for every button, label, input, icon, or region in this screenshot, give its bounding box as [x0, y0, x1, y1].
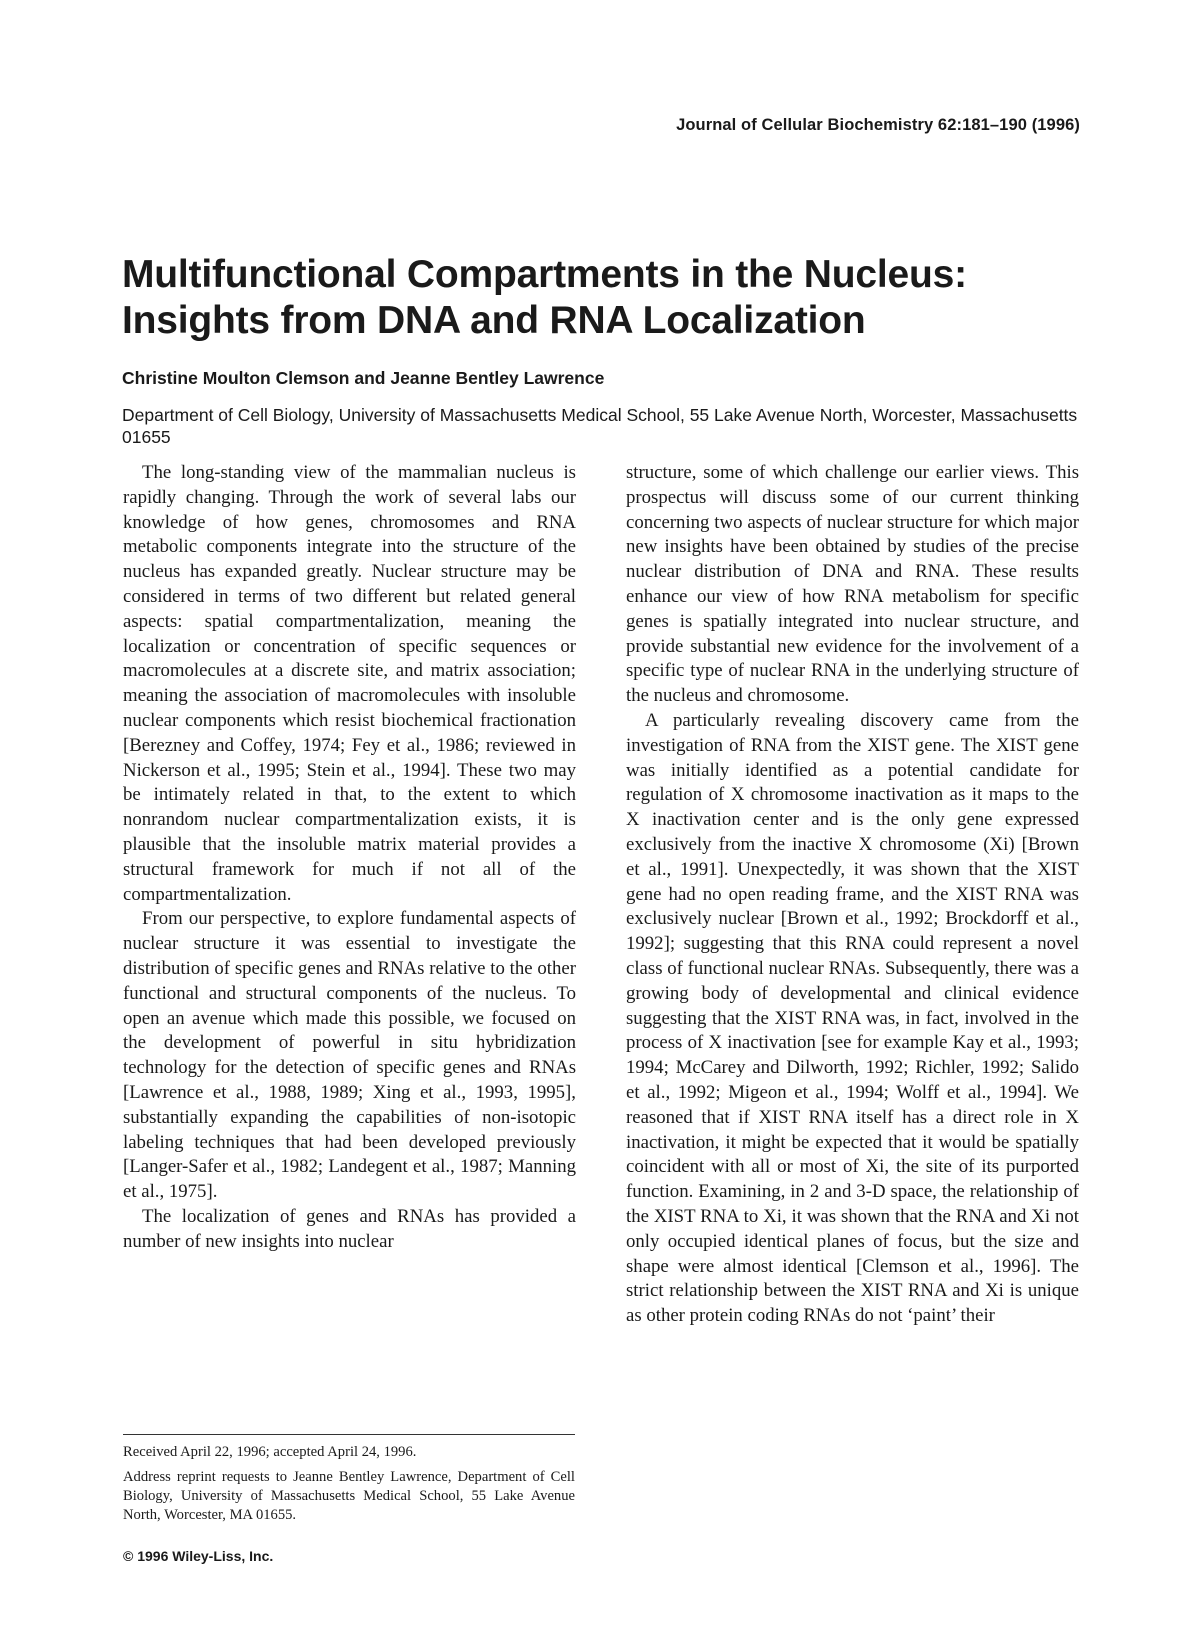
footnotes: [123, 1443, 575, 1531]
paragraph: The long-standing view of the mammalian nucleus is rapidly changing. Through the work of several labs our knowledge of how genes, chromosomes and RNA metabolic components integrate into the structure of the nucleus has expanded greatly. Nuclear structure may be considered in terms of two different but related general aspects: spatial compartmentalization, meaning the localization or concentration of specific sequences or macromolecules at a discrete site, and matrix association; meaning the association of macromolecules with insoluble nuclear components which resist biochemical fractionation [Berezney and Coffey, 1974; Fey et al., 1986; reviewed in Nickerson et al., 1995; Stein et al., 1994]. These two may be intimately related in that, to the extent to which nonrandom nuclear compartmentalization exists, it is plausible that the insoluble matrix material provides a structural framework for much if not all of the compartmentalization.: [123, 462, 576, 905]
paragraph: A particularly revealing discovery came from the investigation of RNA from the XIST gene. The XIST gene was initially identified as a potential candidate for regulation of X chromosome inactivation as it maps to the X inactivation center and is the only gene expressed exclusively from the inactive X chromosome (Xi) [Brown et al., 1991]. Unexpectedly, it was shown that the XIST gene had no open reading frame, and the XIST RNA was exclusively nuclear [Brown et al., 1992; Brockdorff et al., 1992]; suggesting that this RNA could represent a novel class of functional nuclear RNAs. Subsequently, there was a growing body of developmental and clinical evidence suggesting that the XIST RNA was, in fact, involved in the process of X inactivation [see for example Kay et al., 1993; 1994; McCarey and Dilworth, 1992; Richler, 1992; Salido et al., 1992; Migeon et al., 1994; Wolff et al., 1994]. We reasoned that if XIST RNA itself has a direct role in X inactivation, it might be expected that it would be spatially coincident with all or most of Xi, the site of its purported function. Examining, in 2 and 3-D space, the relationship of the XIST RNA to Xi, it was shown that the RNA and Xi not only occupied identical planes of focus, but the size and shape were almost identical [Clemson et al., 1996]. The strict relationship between the XIST RNA and Xi is unique as other protein coding RNAs do not ‘paint’ their: [626, 709, 1079, 1327]
body-column-right: [626, 461, 1079, 1329]
reprint-address-note: Address reprint requests to Jeanne Bentley Lawrence, Department of Cell Biology, University of Massachusetts Medical School, 55 Lake Avenue North, Worcester, MA 01655.: [123, 1469, 575, 1523]
paragraph: The localization of genes and RNAs has provided a number of new insights into nuclear: [123, 1205, 576, 1252]
article-title: Multifunctional Compartments in the Nucleus: Insights from DNA and RNA Localization: [122, 253, 967, 342]
received-date-note: Received April 22, 1996; accepted April 24, 1996.: [123, 1444, 417, 1460]
paragraph: From our perspective, to explore fundamental aspects of nuclear structure it was essential to investigate the distribution of specific genes and RNAs relative to the other functional and structural components of the nucleus. To open an avenue which made this possible, we focused on the development of powerful in situ hybridization technology for the detection of specific genes and RNAs [Lawrence et al., 1988, 1989; Xing et al., 1993, 1995], substantially expanding the capabilities of non-isotopic labeling techniques that had been developed previously [Langer-Safer et al., 1982; Landegent et al., 1987; Manning et al., 1975].: [123, 908, 576, 1203]
author-list: Christine Moulton Clemson and Jeanne Bentley Lawrence: [122, 368, 605, 388]
copyright-notice: © 1996 Wiley-Liss, Inc.: [123, 1548, 274, 1564]
footnote-divider: [123, 1434, 575, 1435]
body-column-left: [123, 461, 576, 1255]
journal-citation: Journal of Cellular Biochemistry 62:181–190 (1996): [676, 116, 1080, 134]
paragraph: structure, some of which challenge our earlier views. This prospectus will discuss some of our current thinking concerning two aspects of nuclear structure for which major new insights have been obtained by studies of the precise nuclear distribution of DNA and RNA. These results enhance our view of how RNA metabolism for specific genes is spatially integrated into nuclear structure, and provide substantial new evidence for the involvement of a specific type of nuclear RNA in the underlying structure of the nucleus and chromosome.: [626, 462, 1079, 707]
author-affiliation: Department of Cell Biology, University of Massachusetts Medical School, 55 Lake Avenue North, Worcester, Massachusetts 01655: [122, 405, 1078, 447]
